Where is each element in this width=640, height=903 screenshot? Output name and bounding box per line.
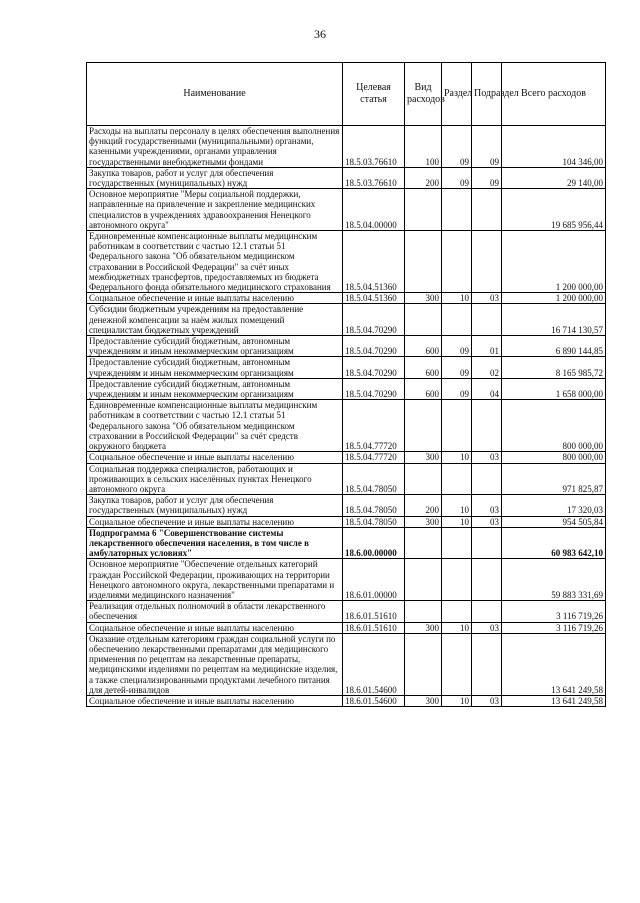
header-section: Раздел [442, 63, 472, 126]
row-expense-kind: 600 [405, 357, 442, 378]
row-total: 1 658 000,00 [502, 378, 606, 399]
row-total: 971 825,87 [502, 463, 606, 495]
row-expense-kind: 300 [405, 516, 442, 527]
table-header-row [87, 63, 606, 126]
row-section: 10 [442, 622, 472, 633]
row-expense-kind: 100 [405, 126, 442, 168]
row-expense-kind: 300 [405, 452, 442, 463]
header-name: Наименование [87, 63, 343, 126]
table-row [87, 167, 606, 188]
row-name: Предоставление субсидий бюджетным, автономным учреждениям и иным некоммерческим организациям [87, 378, 343, 399]
row-expense-kind [405, 400, 442, 452]
row-name: Основное мероприятие "Меры социальной поддержки, направленные на привлечение и закрепление медицинских специалистов в учреждениях здравоохранения Ненецкого автономного округа" [87, 189, 343, 231]
row-section [442, 601, 472, 622]
row-total: 6 890 144,85 [502, 336, 606, 357]
row-target-article: 18.5.03.76610 [343, 167, 405, 188]
row-target-article: 18.5.04.51360 [343, 231, 405, 293]
row-target-article: 18.5.04.78050 [343, 516, 405, 527]
row-name: Предоставление субсидий бюджетным, автономным учреждениям и иным некоммерческим организациям [87, 336, 343, 357]
row-expense-kind: 200 [405, 167, 442, 188]
header-total-expenses: Всего расходов [502, 63, 606, 126]
row-name: Закупка товаров, работ и услуг для обеспечения государственных (муниципальных) нужд [87, 167, 343, 188]
table-row [87, 452, 606, 463]
row-subsection [472, 400, 502, 452]
row-subsection [472, 633, 502, 695]
row-section [442, 231, 472, 293]
table-row [87, 516, 606, 527]
row-section [442, 633, 472, 695]
row-target-article: 18.5.04.51360 [343, 293, 405, 304]
row-section: 10 [442, 516, 472, 527]
row-subsection: 09 [472, 167, 502, 188]
row-total: 17 320,03 [502, 495, 606, 516]
header-target-article: Целевая статья [343, 63, 405, 126]
table-row [87, 357, 606, 378]
row-expense-kind [405, 527, 442, 559]
row-total: 800 000,00 [502, 400, 606, 452]
row-section [442, 400, 472, 452]
table-row [87, 304, 606, 336]
expenditure-table [86, 62, 606, 707]
row-section: 10 [442, 293, 472, 304]
table-row [87, 622, 606, 633]
row-subsection: 03 [472, 622, 502, 633]
row-target-article: 18.6.00.00000 [343, 527, 405, 559]
row-expense-kind [405, 304, 442, 336]
row-subsection: 04 [472, 378, 502, 399]
row-name: Социальная поддержка специалистов, работающих и проживающих в сельских населённых пунктах Ненецкого автономного округа [87, 463, 343, 495]
row-name: Подпрограмма 6 "Совершенствование системы лекарственного обеспечения населения, в том числе в амбулаторных условиях" [87, 527, 343, 559]
row-subsection: 03 [472, 452, 502, 463]
row-target-article: 18.5.04.78050 [343, 463, 405, 495]
row-expense-kind [405, 633, 442, 695]
row-name: Социальное обеспечение и иные выплаты населению [87, 695, 343, 706]
row-expense-kind: 300 [405, 695, 442, 706]
table-row [87, 189, 606, 231]
row-total: 60 983 642,10 [502, 527, 606, 559]
row-target-article: 18.5.04.70290 [343, 357, 405, 378]
row-subsection: 03 [472, 695, 502, 706]
row-expense-kind [405, 189, 442, 231]
row-name: Социальное обеспечение и иные выплаты населению [87, 452, 343, 463]
header-subsection: Подраздел [472, 63, 502, 126]
row-subsection: 03 [472, 293, 502, 304]
table-row [87, 231, 606, 293]
row-subsection [472, 559, 502, 601]
table-row [87, 559, 606, 601]
row-subsection: 03 [472, 516, 502, 527]
row-expense-kind [405, 463, 442, 495]
row-target-article: 18.5.04.70290 [343, 336, 405, 357]
row-name: Единовременные компенсационные выплаты медицинским работникам в соответствии с частью 12.1 статьи 51 Федерального закона "Об обязательном медицинском страховании в Российской Федерации" за счёт иных межбюджетных трансфертов, предоставляемых из бюджета Федерального фонда обязательного медицинского страхования [87, 231, 343, 293]
table-row [87, 633, 606, 695]
row-target-article: 18.5.03.76610 [343, 126, 405, 168]
row-subsection [472, 304, 502, 336]
row-expense-kind: 600 [405, 336, 442, 357]
row-section [442, 463, 472, 495]
row-total: 1 200 000,00 [502, 293, 606, 304]
row-total: 19 685 956,44 [502, 189, 606, 231]
row-expense-kind: 300 [405, 622, 442, 633]
table-row [87, 293, 606, 304]
row-section [442, 527, 472, 559]
row-target-article: 18.5.04.78050 [343, 495, 405, 516]
row-section: 10 [442, 695, 472, 706]
row-subsection: 09 [472, 126, 502, 168]
table-row [87, 495, 606, 516]
row-total: 954 505,84 [502, 516, 606, 527]
table-row [87, 336, 606, 357]
row-name: Реализация отдельных полномочий в области лекарственного обеспечения [87, 601, 343, 622]
row-target-article: 18.6.01.00000 [343, 559, 405, 601]
row-total: 29 140,00 [502, 167, 606, 188]
row-subsection [472, 601, 502, 622]
header-expense-kind: Вид расходов [405, 63, 442, 126]
table-row [87, 695, 606, 706]
row-section: 09 [442, 167, 472, 188]
row-total: 8 165 985,72 [502, 357, 606, 378]
row-total: 59 883 331,69 [502, 559, 606, 601]
row-expense-kind: 200 [405, 495, 442, 516]
table-body [87, 126, 606, 707]
row-expense-kind [405, 231, 442, 293]
table-row [87, 126, 606, 168]
row-total: 13 641 249,58 [502, 695, 606, 706]
row-section: 09 [442, 126, 472, 168]
row-expense-kind [405, 601, 442, 622]
row-name: Закупка товаров, работ и услуг для обеспечения государственных (муниципальных) нужд [87, 495, 343, 516]
row-subsection [472, 463, 502, 495]
table-row [87, 527, 606, 559]
row-expense-kind [405, 559, 442, 601]
row-expense-kind: 300 [405, 293, 442, 304]
row-name: Социальное обеспечение и иные выплаты населению [87, 293, 343, 304]
row-section: 10 [442, 495, 472, 516]
row-target-article: 18.5.04.77720 [343, 400, 405, 452]
row-total: 1 200 000,00 [502, 231, 606, 293]
row-name: Оказание отдельным категориям граждан социальной услуги по обеспечению лекарственными препаратами для медицинского применения по рецептам на лекарственные препараты, медицинскими изделиями по рецептам на медицинские изделия, а также специализированными продуктами лечебного питания для детей-инвалидов [87, 633, 343, 695]
row-section: 09 [442, 378, 472, 399]
row-section: 09 [442, 357, 472, 378]
row-total: 3 116 719,26 [502, 622, 606, 633]
row-target-article: 18.6.01.54600 [343, 633, 405, 695]
table-row [87, 463, 606, 495]
row-subsection [472, 527, 502, 559]
table-row [87, 378, 606, 399]
row-target-article: 18.5.04.70290 [343, 304, 405, 336]
row-name: Расходы на выплаты персоналу в целях обеспечения выполнения функций государственными (муниципальными) органами, казенными учреждениями, органами управления государственными внебюджетными фондами [87, 126, 343, 168]
row-total: 3 116 719,26 [502, 601, 606, 622]
row-subsection [472, 231, 502, 293]
row-expense-kind: 600 [405, 378, 442, 399]
row-subsection [472, 189, 502, 231]
row-target-article: 18.6.01.51610 [343, 601, 405, 622]
page-number: 36 [314, 27, 326, 41]
row-section: 10 [442, 452, 472, 463]
table-row [87, 400, 606, 452]
row-target-article: 18.6.01.51610 [343, 622, 405, 633]
row-name: Основное мероприятие "Обеспечение отдельных категорий граждан Российской Федерации, проживающих на территории Ненецкого автономного округа, лекарственными препаратами и изделиями медицинского назначения" [87, 559, 343, 601]
row-target-article: 18.5.04.70290 [343, 378, 405, 399]
row-subsection: 03 [472, 495, 502, 516]
row-name: Предоставление субсидий бюджетным, автономным учреждениям и иным некоммерческим организациям [87, 357, 343, 378]
row-section [442, 189, 472, 231]
row-total: 800 000,00 [502, 452, 606, 463]
row-total: 104 346,00 [502, 126, 606, 168]
row-section [442, 304, 472, 336]
row-name: Социальное обеспечение и иные выплаты населению [87, 516, 343, 527]
row-name: Единовременные компенсационные выплаты медицинским работникам в соответствии с частью 12.1 статьи 51 Федерального закона "Об обязательном медицинском страховании в Российской Федерации" за счёт средств окружного бюджета [87, 400, 343, 452]
row-target-article: 18.5.04.00000 [343, 189, 405, 231]
row-name: Субсидии бюджетным учреждениям на предоставление денежной компенсации за наём жилых помещений специалистам бюджетных учреждений [87, 304, 343, 336]
row-target-article: 18.5.04.77720 [343, 452, 405, 463]
row-total: 16 714 130,57 [502, 304, 606, 336]
table-row [87, 601, 606, 622]
row-section [442, 559, 472, 601]
row-target-article: 18.6.01.54600 [343, 695, 405, 706]
row-section: 09 [442, 336, 472, 357]
row-subsection: 02 [472, 357, 502, 378]
row-subsection: 01 [472, 336, 502, 357]
row-name: Социальное обеспечение и иные выплаты населению [87, 622, 343, 633]
row-total: 13 641 249,58 [502, 633, 606, 695]
